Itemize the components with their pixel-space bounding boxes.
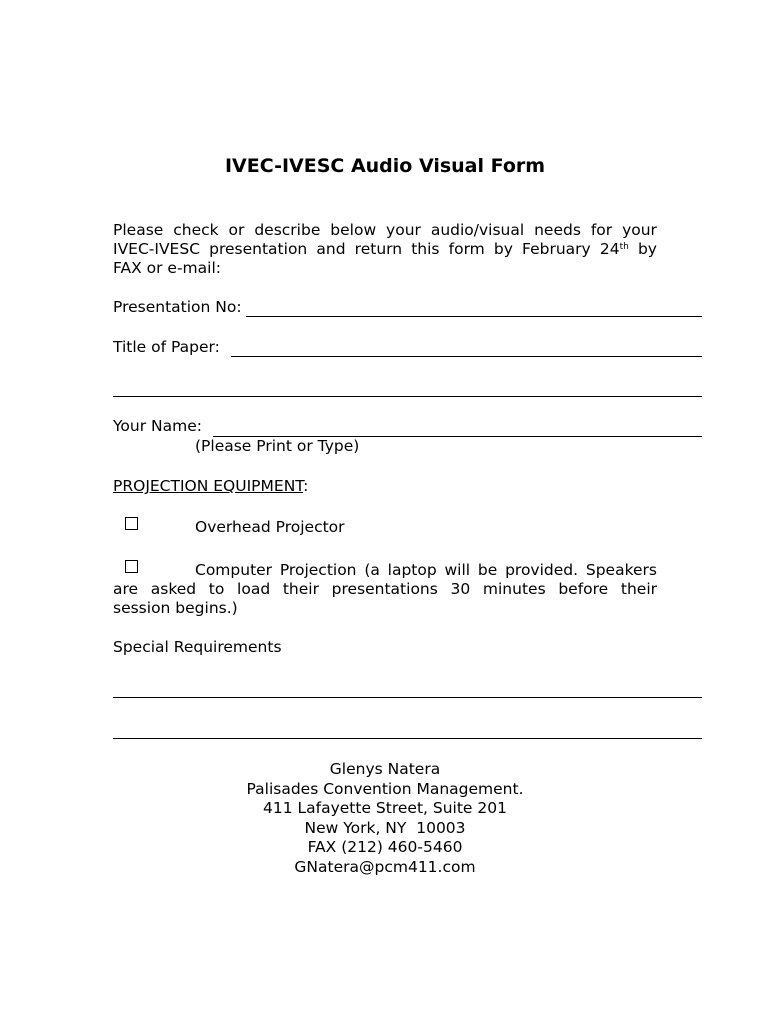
- contact-city: New York, NY 10003: [304, 819, 466, 837]
- computer-projection-line-1-word: Speakers: [585, 561, 657, 579]
- computer-projection-line-2-word: before: [558, 580, 609, 598]
- presentation-no-field[interactable]: [246, 316, 702, 317]
- computer-projection-checkbox[interactable]: [125, 560, 138, 573]
- intro-line-2-word: this: [411, 240, 440, 258]
- intro-line-1-word: your: [386, 221, 421, 239]
- intro-line-1-word: your: [622, 221, 657, 239]
- intro-line-2-word: and: [316, 240, 346, 258]
- name-hint: (Please Print or Type): [195, 437, 360, 455]
- intro-line-1-word: below: [330, 221, 377, 239]
- intro-line-1-word: for: [590, 221, 613, 239]
- contact-fax: FAX (212) 460-5460: [307, 838, 463, 856]
- intro-line-2-word: by: [637, 240, 657, 258]
- title-of-paper-field[interactable]: [231, 356, 702, 357]
- computer-projection-line-2-word: 30: [450, 580, 471, 598]
- intro-line-2-word: form: [448, 240, 485, 258]
- special-requirements-field-line-1[interactable]: [113, 697, 702, 698]
- computer-projection-line-2: [113, 580, 657, 599]
- intro-line-1-word: describe: [254, 221, 321, 239]
- intro-line-2-word: return: [354, 240, 403, 258]
- computer-projection-line-1-word: be: [477, 561, 498, 579]
- intro-line-1: [113, 221, 657, 240]
- contact-company: Palisades Convention Management.: [246, 780, 524, 798]
- computer-projection-line-2-word: presentations: [331, 580, 438, 598]
- deadline-day-suffix: th: [619, 242, 629, 252]
- presentation-no-label: Presentation No:: [113, 298, 242, 316]
- computer-projection-line-1-word: laptop: [387, 561, 437, 579]
- deadline-date: [600, 240, 629, 258]
- computer-projection-line-1-word: Projection: [279, 561, 357, 579]
- intro-line-2-word: February: [522, 240, 591, 258]
- intro-line-1-word: needs: [534, 221, 581, 239]
- title-of-paper-label: Title of Paper:: [113, 338, 220, 356]
- projection-equipment-heading: [113, 477, 308, 496]
- computer-projection-line-2-word: are: [113, 580, 139, 598]
- intro-line-1-word: audio/visual: [430, 221, 525, 239]
- computer-projection-line-2-word: minutes: [482, 580, 546, 598]
- intro-line-2-word: by: [493, 240, 513, 258]
- computer-projection-line-2-word: their: [620, 580, 658, 598]
- intro-line-2-word: presentation: [209, 240, 308, 258]
- deadline-day: 24: [599, 240, 620, 258]
- title-of-paper-field-line-2[interactable]: [113, 396, 702, 397]
- computer-projection-line-1-word: provided.: [505, 561, 579, 579]
- special-requirements-field-line-2[interactable]: [113, 738, 702, 739]
- computer-projection-line-2-word: asked: [150, 580, 197, 598]
- computer-projection-line-2-word: load: [237, 580, 271, 598]
- computer-projection-line-2-word: to: [208, 580, 225, 598]
- contact-street: 411 Lafayette Street, Suite 201: [263, 799, 507, 817]
- computer-projection-line-1-word: Computer: [195, 561, 273, 579]
- intro-line-3: FAX or e-mail:: [113, 259, 221, 277]
- projection-heading-text: PROJECTION EQUIPMENT: [113, 477, 304, 495]
- contact-name: Glenys Natera: [329, 760, 441, 778]
- your-name-label: Your Name:: [113, 417, 202, 435]
- overhead-projector-checkbox[interactable]: [125, 517, 138, 530]
- computer-projection-line-1: [195, 561, 657, 580]
- computer-projection-line-1-word: will: [444, 561, 471, 579]
- computer-projection-line-1-word: (a: [364, 561, 380, 579]
- intro-line-1-word: check: [173, 221, 219, 239]
- intro-line-1-word: or: [228, 221, 245, 239]
- overhead-projector-label: Overhead Projector: [195, 518, 345, 536]
- intro-line-1-word: Please: [113, 221, 164, 239]
- form-title: IVEC-IVESC Audio Visual Form: [224, 155, 546, 177]
- intro-line-2: [113, 240, 657, 259]
- contact-email[interactable]: GNatera@pcm411.com: [294, 858, 476, 876]
- projection-heading-colon: :: [303, 477, 309, 495]
- computer-projection-line-3: session begins.): [113, 599, 238, 617]
- special-requirements-label: Special Requirements: [113, 638, 282, 656]
- computer-projection-line-2-word: their: [282, 580, 319, 598]
- intro-line-2-word: IVEC-IVESC: [113, 240, 201, 258]
